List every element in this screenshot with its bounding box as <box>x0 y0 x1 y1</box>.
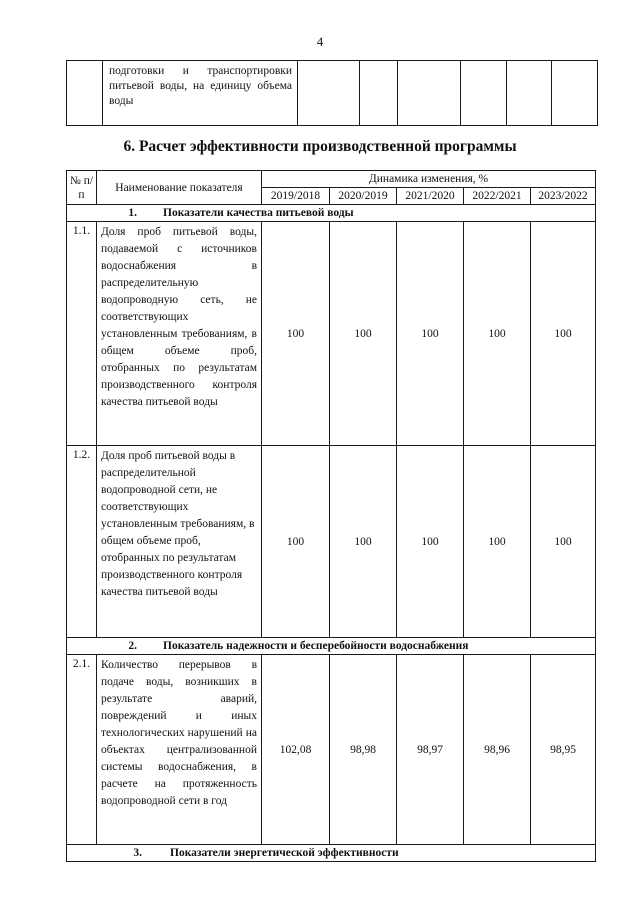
value-cell: 100 <box>262 222 330 446</box>
page-number: 4 <box>316 34 324 49</box>
continuation-row <box>67 61 598 126</box>
value-cell: 98,97 <box>397 655 464 845</box>
section-label: Показатели энергетической эффективности <box>170 847 399 859</box>
cell-empty <box>461 61 507 126</box>
section-row <box>67 205 596 222</box>
efficiency-table <box>66 170 596 862</box>
table-row <box>67 446 596 638</box>
table-row <box>67 655 596 845</box>
section-title: 6. Расчет эффективности производственной программы <box>123 138 517 155</box>
row-index: 1.2. <box>67 446 97 638</box>
header-year: 2019/2018 <box>262 188 330 205</box>
value-cell: 98,98 <box>330 655 397 845</box>
value-cell: 100 <box>330 446 397 638</box>
header-year: 2022/2021 <box>464 188 531 205</box>
indicator-name: Количество перерывов в подаче воды, возникших в результате аварий, повреждений и иных технологических нарушений на объектах централизованной системы водоснабжения, в расчете на протяженность водопроводной сети в год <box>97 655 262 845</box>
cell-empty <box>360 61 398 126</box>
indicator-name: подготовки и транспортировки питьевой воды, на единицу объема воды <box>103 61 298 126</box>
cell-empty <box>67 61 103 126</box>
cell-empty <box>298 61 360 126</box>
header-year: 2020/2019 <box>330 188 397 205</box>
section-cell <box>67 205 596 222</box>
row-index: 2.1. <box>67 655 97 845</box>
header-year: 2023/2022 <box>531 188 596 205</box>
indicator-name: Доля проб питьевой воды в распределительной водопроводной сети, не соответствующих установленным требованиям, в общем объеме проб, отобранных по результатам производственного контроля качества питьевой воды <box>97 446 262 638</box>
header-num: № п/п <box>67 171 97 205</box>
cell-empty <box>398 61 461 126</box>
section-number: 2. <box>128 640 137 652</box>
value-cell: 100 <box>531 222 596 446</box>
value-cell: 98,95 <box>531 655 596 845</box>
table-row <box>67 222 596 446</box>
header-row <box>67 171 596 188</box>
header-name: Наименование показателя <box>97 171 262 205</box>
section-cell <box>67 638 596 655</box>
cell-empty <box>507 61 552 126</box>
header-dynamics: Динамика изменения, % <box>262 171 596 188</box>
section-row <box>67 638 596 655</box>
section-number: 1. <box>128 207 137 219</box>
value-cell: 100 <box>330 222 397 446</box>
value-cell: 100 <box>531 446 596 638</box>
indicator-name: Доля проб питьевой воды, подаваемой с источников водоснабжения в распределительную водопроводную сеть, не соответствующих установленным требованиям, в общем объеме проб, отобранных по результатам производственного контроля качества питьевой воды <box>97 222 262 446</box>
section-label: Показатель надежности и бесперебойности водоснабжения <box>163 640 469 652</box>
section-cell <box>67 845 596 862</box>
section-label: Показатели качества питьевой воды <box>163 207 354 219</box>
value-cell: 100 <box>397 222 464 446</box>
value-cell: 102,08 <box>262 655 330 845</box>
section-number: 3. <box>133 847 142 859</box>
value-cell: 100 <box>464 446 531 638</box>
header-year: 2021/2020 <box>397 188 464 205</box>
value-cell: 100 <box>262 446 330 638</box>
value-cell: 98,96 <box>464 655 531 845</box>
row-index: 1.1. <box>67 222 97 446</box>
section-row <box>67 845 596 862</box>
continuation-table <box>66 60 598 126</box>
value-cell: 100 <box>397 446 464 638</box>
cell-empty <box>552 61 598 126</box>
value-cell: 100 <box>464 222 531 446</box>
